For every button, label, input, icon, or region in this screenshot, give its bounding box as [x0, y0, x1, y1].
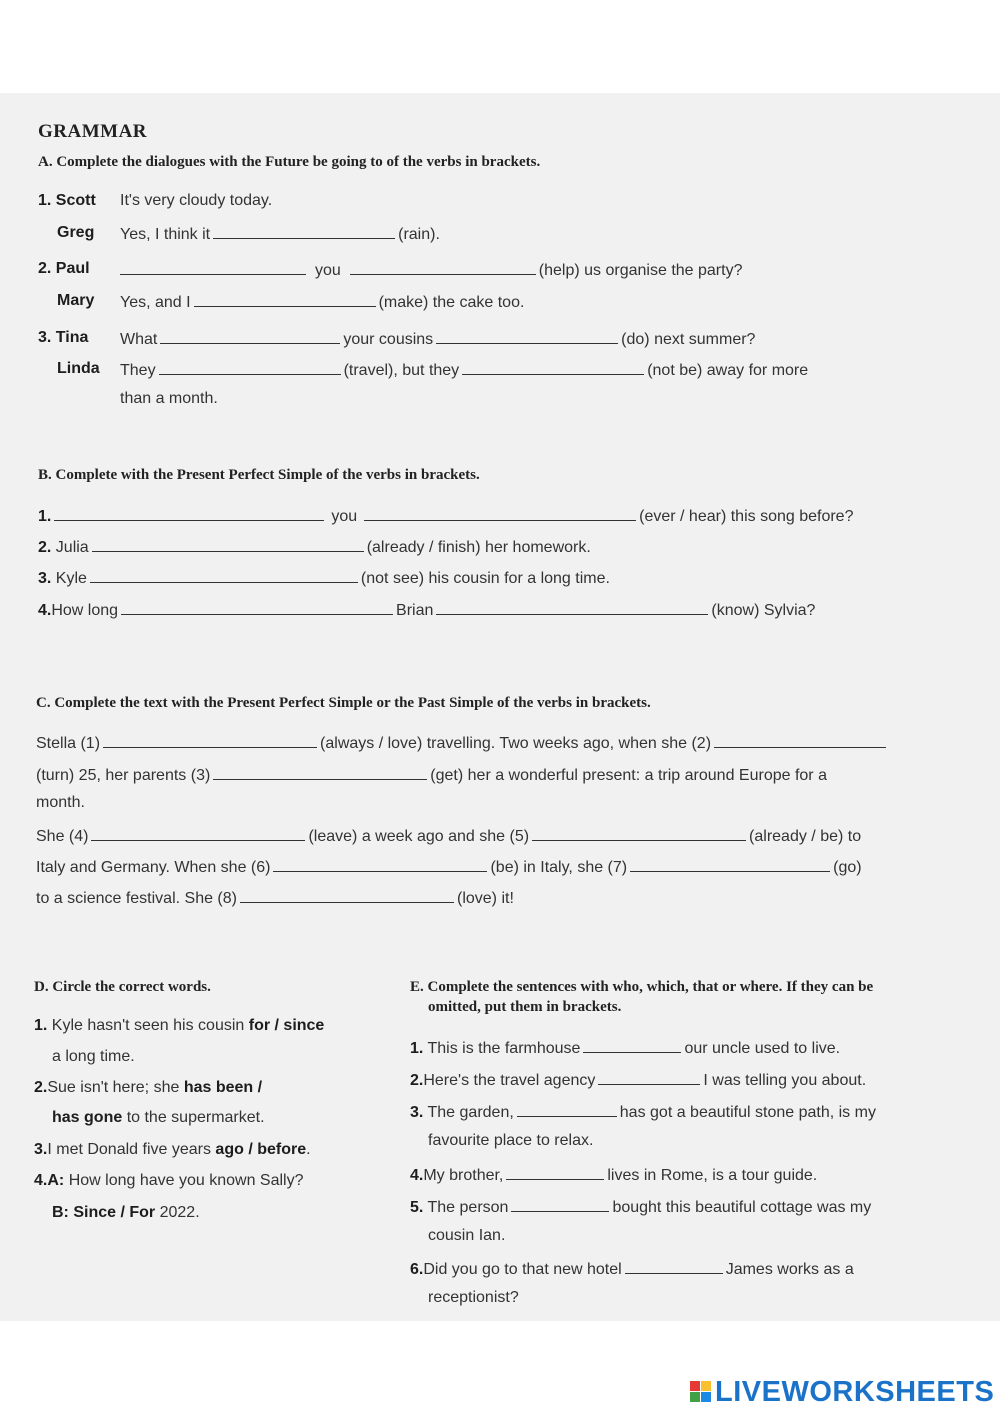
- speaker-label: Linda: [57, 360, 100, 377]
- section-b-instruction: B. Complete with the Present Perfect Simple of the verbs in brackets.: [38, 467, 480, 483]
- exercise-item: 3. The garden, has got a beautiful stone path, is my: [410, 1104, 876, 1121]
- answer-blank[interactable]: [213, 224, 395, 239]
- text-line: (turn) 25, her parents (3) (get) her a wonderful present: a trip around Europe for a: [36, 767, 827, 784]
- answer-blank[interactable]: [714, 733, 886, 748]
- answer-blank[interactable]: [90, 568, 358, 583]
- answer-blank[interactable]: [630, 857, 830, 872]
- dialogue-line: than a month.: [120, 390, 218, 407]
- answer-blank[interactable]: [121, 600, 393, 615]
- exercise-item: 2. Julia (already / finish) her homework.: [38, 539, 591, 556]
- answer-blank[interactable]: [120, 260, 306, 275]
- dialogue-line: you (help) us organise the party?: [120, 260, 742, 280]
- answer-blank[interactable]: [436, 329, 618, 344]
- section-d-instruction: D. Circle the correct words.: [34, 979, 211, 995]
- dialogue-line: Yes, and I (make) the cake too.: [120, 294, 525, 311]
- choice-options[interactable]: ago / before: [215, 1141, 307, 1158]
- dialogue-line: It's very cloudy today.: [120, 192, 273, 209]
- answer-blank[interactable]: [194, 292, 376, 307]
- exercise-item: has gone to the supermarket.: [52, 1109, 265, 1126]
- choice-options[interactable]: has gone: [52, 1109, 123, 1126]
- exercise-item: receptionist?: [428, 1289, 519, 1306]
- exercise-item: 4.How long Brian (know) Sylvia?: [38, 602, 816, 619]
- exercise-item: 2.Sue isn't here; she has been /: [34, 1079, 263, 1096]
- speaker-label: Greg: [57, 224, 95, 241]
- exercise-item: 1. Kyle hasn't seen his cousin for / since: [34, 1017, 325, 1034]
- text-line: to a science festival. She (8) (love) it!: [36, 890, 514, 907]
- choice-options[interactable]: Since / For: [73, 1204, 156, 1221]
- exercise-item: 1. you (ever / hear) this song before?: [38, 508, 854, 525]
- exercise-item: 3. Kyle (not see) his cousin for a long time.: [38, 570, 610, 587]
- section-e-instruction: omitted, put them in brackets.: [428, 999, 622, 1015]
- exercise-item: 5. The person bought this beautiful cottage was my: [410, 1199, 872, 1216]
- text-line: Stella (1) (always / love) travelling. Two weeks ago, when she (2): [36, 733, 889, 753]
- answer-blank[interactable]: [213, 765, 427, 780]
- dialogue-line: They (travel), but they (not be) away for more: [120, 362, 809, 379]
- choice-options[interactable]: for / since: [248, 1017, 325, 1034]
- answer-blank[interactable]: [92, 537, 364, 552]
- answer-blank[interactable]: [364, 506, 636, 521]
- exercise-item: 4.A: How long have you known Sally?: [34, 1172, 304, 1189]
- dialogue-line: Yes, I think it (rain).: [120, 226, 440, 243]
- exercise-item: 1. This is the farmhouse our uncle used to live.: [410, 1040, 841, 1057]
- exercise-item: B: Since / For 2022.: [52, 1204, 200, 1221]
- answer-blank[interactable]: [532, 826, 746, 841]
- answer-blank[interactable]: [462, 360, 644, 375]
- answer-blank[interactable]: [506, 1165, 604, 1180]
- dialogue-line: What your cousins (do) next summer?: [120, 331, 756, 348]
- answer-blank[interactable]: [159, 360, 341, 375]
- answer-blank[interactable]: [103, 733, 317, 748]
- answer-blank[interactable]: [160, 329, 340, 344]
- answer-blank[interactable]: [583, 1038, 681, 1053]
- watermark-text: LIVEWORKSHEETS: [715, 1376, 995, 1408]
- answer-blank[interactable]: [436, 600, 708, 615]
- section-e-instruction: E. Complete the sentences with who, which, that or where. If they can be: [410, 979, 874, 995]
- answer-blank[interactable]: [598, 1070, 700, 1085]
- exercise-item: 4.My brother, lives in Rome, is a tour guide.: [410, 1167, 818, 1184]
- section-a-instruction: A. Complete the dialogues with the Future be going to of the verbs in brackets.: [38, 154, 541, 170]
- exercise-item: a long time.: [52, 1048, 135, 1065]
- answer-blank[interactable]: [625, 1259, 723, 1274]
- text-line: Italy and Germany. When she (6) (be) in Italy, she (7) (go): [36, 859, 862, 876]
- answer-blank[interactable]: [240, 888, 454, 903]
- speaker-label: 1. Scott: [38, 192, 96, 209]
- section-c-instruction: C. Complete the text with the Present Perfect Simple or the Past Simple of the verbs in brackets.: [36, 695, 651, 711]
- speaker-label: 2. Paul: [38, 260, 90, 277]
- exercise-item: 6.Did you go to that new hotel James works as a: [410, 1261, 854, 1278]
- answer-blank[interactable]: [273, 857, 487, 872]
- answer-blank[interactable]: [91, 826, 305, 841]
- answer-blank[interactable]: [517, 1102, 617, 1117]
- exercise-item: 2.Here's the travel agency I was telling you about.: [410, 1072, 867, 1089]
- page-title: GRAMMAR: [38, 121, 148, 142]
- answer-blank[interactable]: [511, 1197, 609, 1212]
- answer-blank[interactable]: [54, 506, 324, 521]
- liveworksheets-logo-icon: [690, 1381, 712, 1403]
- text-line: month.: [36, 794, 85, 811]
- speaker-label: 3. Tina: [38, 329, 89, 346]
- speaker-label: Mary: [57, 292, 95, 309]
- exercise-item: cousin Ian.: [428, 1227, 506, 1244]
- exercise-item: 3.I met Donald five years ago / before.: [34, 1141, 311, 1158]
- answer-blank[interactable]: [350, 260, 536, 275]
- text-line: She (4) (leave) a week ago and she (5) (already / be) to: [36, 828, 862, 845]
- exercise-item: favourite place to relax.: [428, 1132, 594, 1149]
- choice-options[interactable]: has been /: [183, 1079, 263, 1096]
